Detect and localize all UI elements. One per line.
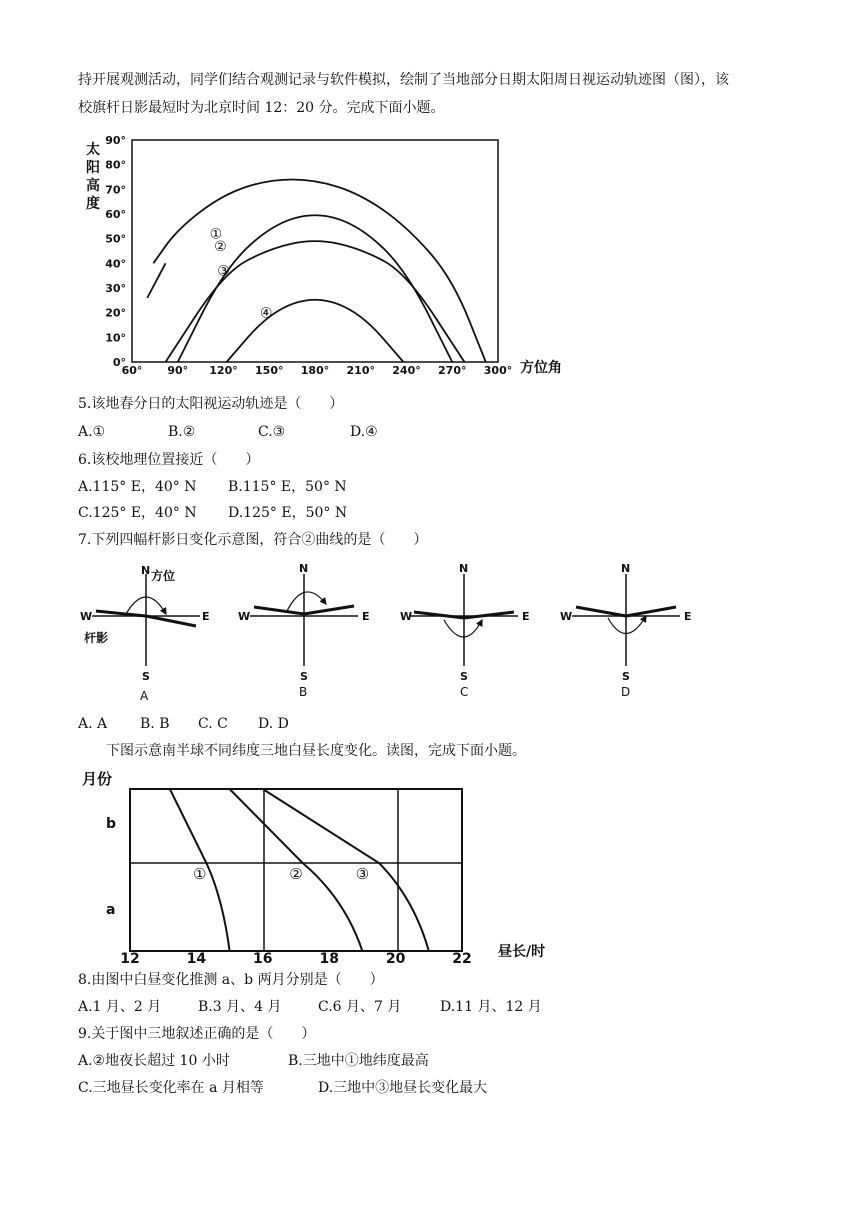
panel-d-n: N [621,562,631,575]
x-tick-label: 240° [392,364,421,377]
q5-option-d[interactable]: D.④ [350,424,378,440]
y-tick-label: 0° [112,356,126,369]
panel-a-e: E [202,610,210,623]
panel-a-ganying: 杆影 [84,631,109,645]
chart2-x-tick-label: 16 [253,951,273,967]
day-length-chart [80,764,600,967]
q7-option-a[interactable]: A. A [78,716,108,732]
y-tick-label: 10° [105,331,126,345]
q6-option-c[interactable]: C.125° E，40° N [78,505,197,521]
curve-label-4: ④ [259,305,273,322]
q8-option-b[interactable]: B.3 月、4 月 [198,999,282,1015]
q5-option-c[interactable]: C.③ [258,424,286,440]
chart2-xlabel: 昼长/时 [498,944,546,960]
chart2-x-tick-label: 22 [452,951,472,967]
panel-b-e: E [362,610,370,623]
panel-a [80,564,210,703]
q8-stem: 8.由图中白昼变化推测 a、b 两月分别是（ ） [78,972,384,988]
y-tick-label: 60° [105,208,126,221]
curve-label-1: ① [209,226,223,243]
panel-a-s: S [142,670,150,683]
chart2-curve-label-1: ① [192,865,207,883]
q9-option-a[interactable]: A.②地夜长超过 10 小时 [78,1053,230,1069]
q9-option-d[interactable]: D.三地中③地昼长变化最大 [318,1080,488,1096]
q8-option-d[interactable]: D.11 月、12 月 [440,999,542,1015]
panel-c-n: N [459,562,469,575]
shadow-diagrams [78,558,718,708]
ylabel-char-4: 度 [86,196,100,212]
q9-stem: 9.关于图中三地叙述正确的是（ ） [78,1026,316,1042]
q8-option-c[interactable]: C.6 月、7 月 [318,999,402,1015]
q7-option-b[interactable]: B. B [140,716,170,732]
curve-label-2: ② [214,239,227,256]
panel-a-n: N [141,564,151,577]
y-tick-label: 20° [105,306,126,320]
y-tick-label: 80° [105,158,126,172]
row-label-a: a [106,902,116,918]
x-tick-label: 120° [209,364,238,377]
y-tick-label: 70° [105,183,126,197]
q7-option-c[interactable]: C. C [198,716,228,732]
panel-d-s: S [622,670,630,683]
q5-stem: 5.该地春分日的太阳视运动轨迹是（ ） [78,396,344,412]
ylabel-char-3: 高 [86,178,100,194]
x-tick-label: 60° [121,364,143,377]
sun-path-chart [80,128,562,378]
q6-option-b[interactable]: B.115° E，50° N [228,479,347,495]
x-tick-label: 300° [483,364,513,377]
chart2-curve-label-3: ③ [355,865,370,883]
chart2-x-tick-label: 12 [120,951,140,967]
panel-d-w: W [560,610,573,623]
panel-b-n: N [299,562,309,575]
chart2-ylabel: 月份 [82,770,113,788]
panel-d [560,562,692,699]
x-tick-label: 90° [167,364,189,377]
panel-c-w: W [400,610,413,623]
panel-b [238,562,370,699]
day-length-curve-3 [263,789,429,951]
panel-a-w: W [80,610,93,623]
sun-path-curve-3 [166,241,465,362]
q6-option-d[interactable]: D.125° E，50° N [228,505,348,521]
q5-option-a[interactable]: A.① [78,424,106,440]
q7-option-d[interactable]: D. D [258,716,289,732]
y-tick-label: 30° [105,282,126,295]
x-tick-label: 270° [438,364,467,377]
ylabel-char-2: 阳 [86,160,100,176]
q5-option-b[interactable]: B.② [168,424,196,440]
chart2-x-tick-label: 20 [385,951,406,967]
intro-2: 下图示意南半球不同纬度三地白昼长度变化。读图，完成下面小题。 [106,743,526,759]
panel-d-label: D [621,685,631,699]
q6-stem: 6.该校地理位置接近（ ） [78,452,260,468]
row-label-b: b [106,816,117,832]
x-tick-label: 180° [300,364,330,377]
panel-d-e: E [684,610,692,623]
panel-c [400,562,530,699]
panel-c-s: S [460,670,468,683]
curve-label-3: ③ [217,263,230,280]
xlabel: 方位角 [520,360,562,376]
x-tick-label: 210° [346,364,375,377]
chart2-x-tick-label: 14 [186,951,207,967]
panel-b-w: W [238,610,251,623]
q9-option-c[interactable]: C.三地昼长变化率在 a 月相等 [78,1080,264,1096]
ylabel-char-1: 太 [86,142,100,158]
y-tick-label: 90° [105,134,126,147]
y-tick-label: 50° [105,232,126,246]
x-tick-label: 150° [255,364,284,377]
q6-option-a[interactable]: A.115° E，40° N [78,479,197,495]
panel-b-s: S [300,670,308,683]
q7-stem: 7.下列四幅杆影日变化示意图，符合②曲线的是（ ） [78,532,428,548]
q8-option-a[interactable]: A.1 月、2 月 [78,999,162,1015]
sun-path-curve-4 [227,300,404,362]
panel-a-fangwei: 方位 [151,569,176,583]
sun-path-curve-1 [153,179,485,362]
sun-path-curve-1-segment [147,263,165,298]
q9-option-b[interactable]: B.三地中①地纬度最高 [288,1053,429,1069]
panel-b-label: B [299,685,308,699]
panel-c-label: C [460,685,469,699]
chart2-curve-label-2: ② [289,865,303,883]
intro-line-2: 校旗杆日影最短时为北京时间 12：20 分。完成下面小题。 [78,100,445,116]
intro-line-1: 持开展观测活动，同学们结合观测记录与软件模拟，绘制了当地部分日期太阳周日视运动轨迹图（图），该 [78,72,729,88]
y-tick-label: 40° [105,257,126,271]
chart2-x-tick-label: 18 [319,951,339,967]
panel-c-e: E [522,610,530,623]
panel-a-label: A [140,689,149,703]
